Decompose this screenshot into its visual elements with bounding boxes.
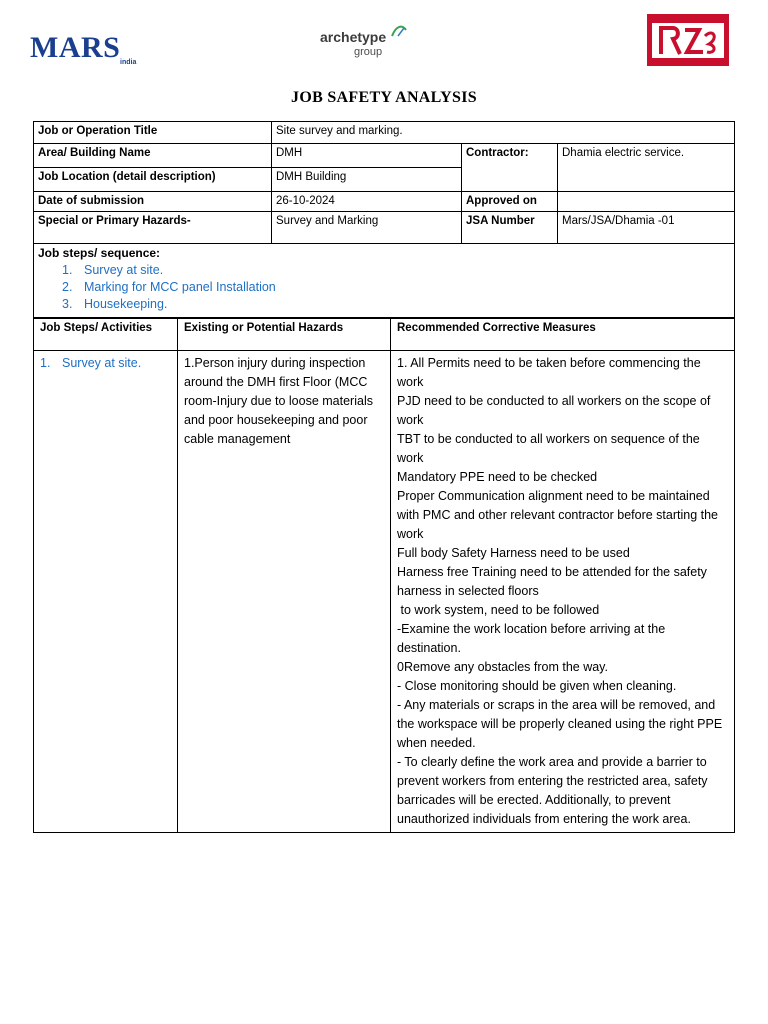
job-title-value: Site survey and marking. xyxy=(272,122,735,144)
activity-step-cell xyxy=(34,351,178,833)
activity-step-number: 1. xyxy=(40,356,51,370)
step-number: 3. xyxy=(62,297,73,311)
measure-item: -Examine the work location before arriving at the destination. xyxy=(397,622,666,655)
hazards-value: Survey and Marking xyxy=(272,212,462,244)
archetype-logo-subtext: group xyxy=(354,46,383,58)
date-label: Date of submission xyxy=(34,192,272,212)
measure-item: Proper Communication alignment need to be maintained with PMC and other relevant contractor before starting the work xyxy=(397,489,718,541)
measure-item: Full body Safety Harness need to be used xyxy=(397,546,630,560)
activity-hazard-cell: 1.Person injury during inspection around the DMH first Floor (MCC room-Injury due to loose materials and poor housekeeping and poor cable management xyxy=(178,351,391,833)
list-item xyxy=(38,296,730,313)
area-value: DMH xyxy=(272,144,462,168)
measure-item: - Any materials or scraps in the area will be removed, and the workspace will be properly cleaned using the right PPE when needed. xyxy=(397,698,723,750)
job-steps-heading: Job steps/ sequence: xyxy=(38,246,161,260)
location-value: DMH Building xyxy=(272,168,462,192)
col-header-measures: Recommended Corrective Measures xyxy=(391,319,735,351)
step-text: Marking for MCC panel Installation xyxy=(84,280,276,294)
document-title: JOB SAFETY ANALYSIS xyxy=(291,89,477,106)
col-header-hazards: Existing or Potential Hazards xyxy=(178,319,391,351)
job-title-label: Job or Operation Title xyxy=(34,122,272,144)
measure-item: - To clearly define the work area and provide a barrier to prevent workers from entering the restricted area, safety barricades will be erected. Additionally, to prevent unauthorized individuals from entering the work area. xyxy=(397,755,708,826)
approved-label: Approved on xyxy=(462,192,558,212)
approved-value xyxy=(558,192,735,212)
jsa-number-value: Mars/JSA/Dhamia -01 xyxy=(558,212,735,244)
mars-india-logo xyxy=(30,33,146,69)
measure-item: - Close monitoring should be given when cleaning. xyxy=(397,679,677,693)
area-label: Area/ Building Name xyxy=(34,144,272,168)
measure-item: 0Remove any obstacles from the way. xyxy=(397,660,608,674)
measure-item: Harness free Training need to be attended for the safety harness in selected floors xyxy=(397,565,707,598)
date-value: 26-10-2024 xyxy=(272,192,462,212)
measure-item: Mandatory PPE need to be checked xyxy=(397,470,598,484)
contractor-label: Contractor: xyxy=(462,144,558,192)
archetype-logo-text: archetype xyxy=(320,29,387,45)
table-row xyxy=(34,351,735,833)
job-steps-cell xyxy=(34,244,735,318)
activities-table xyxy=(33,318,735,833)
contractor-logo xyxy=(647,14,729,66)
step-text: Survey at site. xyxy=(84,263,164,277)
mars-logo-subtext: india xyxy=(120,59,137,66)
archetype-group-logo xyxy=(318,24,414,62)
step-number: 2. xyxy=(62,280,73,294)
measure-item: PJD need to be conducted to all workers on the scope of work xyxy=(397,394,711,427)
list-item xyxy=(38,279,730,296)
measure-item: to work system, need to be followed xyxy=(397,603,600,617)
step-number: 1. xyxy=(62,263,73,277)
location-label: Job Location (detail description) xyxy=(34,168,272,192)
contractor-value: Dhamia electric service. xyxy=(558,144,735,192)
activity-measures-cell xyxy=(391,351,735,833)
job-steps-list xyxy=(38,262,730,313)
list-item xyxy=(38,262,730,279)
activity-step-text: Survey at site. xyxy=(62,356,142,370)
jsa-header-table xyxy=(33,121,735,318)
measure-item: 1. All Permits need to be taken before commencing the work xyxy=(397,356,701,389)
mars-logo-text: MARS xyxy=(30,31,121,64)
archetype-swoosh-icon xyxy=(390,24,408,38)
step-text: Housekeeping. xyxy=(84,297,168,311)
jsa-number-label: JSA Number xyxy=(462,212,558,244)
col-header-steps: Job Steps/ Activities xyxy=(34,319,178,351)
measure-item: TBT to be conducted to all workers on sequence of the work xyxy=(397,432,700,465)
hazards-label: Special or Primary Hazards- xyxy=(34,212,272,244)
